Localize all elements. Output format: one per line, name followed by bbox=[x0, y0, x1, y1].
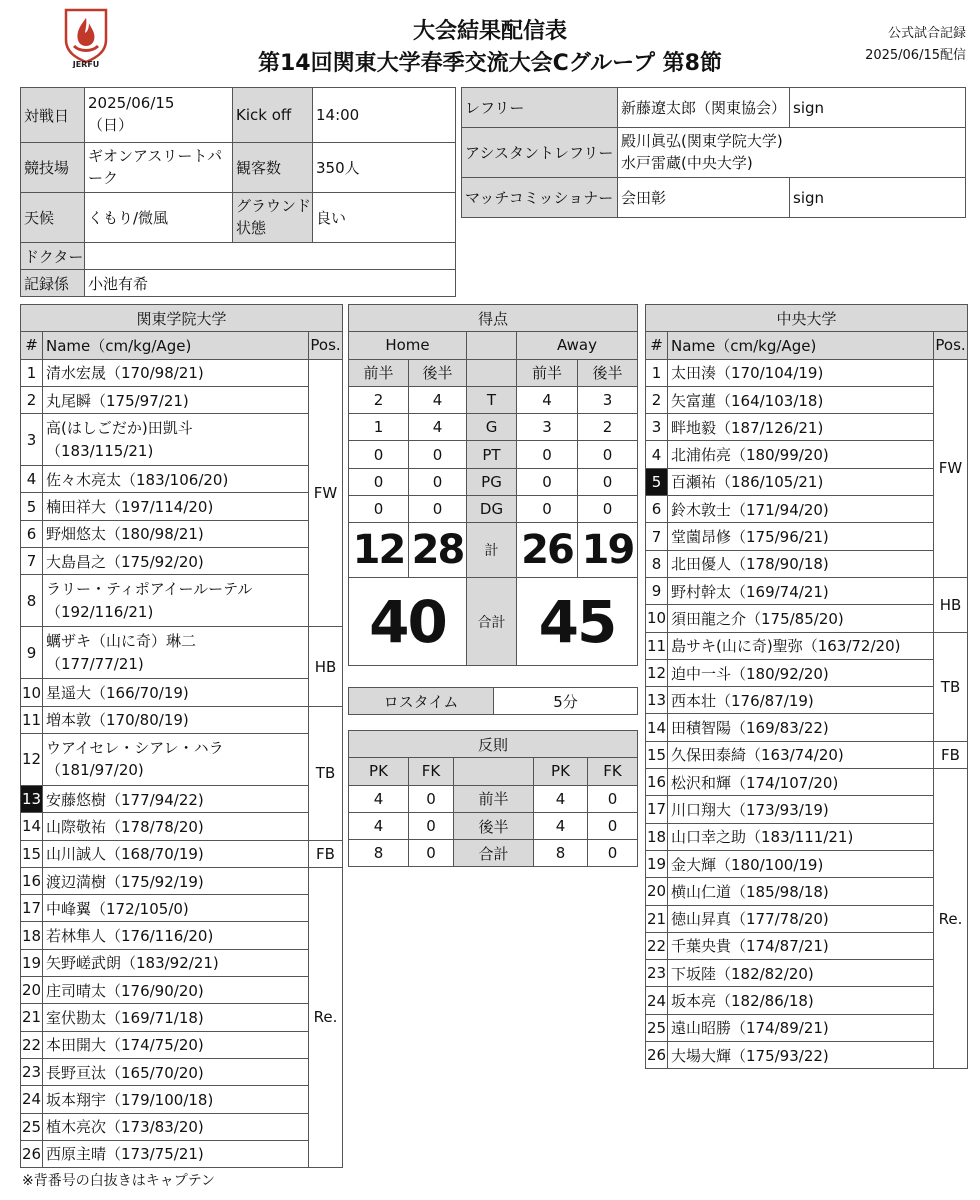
home-fk-value: 0 bbox=[409, 785, 454, 812]
player-row bbox=[646, 823, 968, 850]
away-second-half-value: 2 bbox=[578, 414, 638, 441]
position-fw: FW bbox=[309, 359, 343, 627]
home-first-half-value: 0 bbox=[349, 441, 409, 468]
player-row bbox=[646, 468, 968, 495]
player-name: 室伏勘太（169/71/18) bbox=[43, 1004, 309, 1031]
player-name: 増本敦（170/80/19) bbox=[43, 706, 309, 733]
home-pk-value: 8 bbox=[349, 840, 409, 867]
player-row bbox=[21, 1086, 343, 1113]
player-name: ラリー・ティポアイールーテル （192/116/21) bbox=[43, 575, 309, 627]
player-name: 大島昌之（175/92/20) bbox=[43, 548, 309, 575]
player-name: 野畑悠太（180/98/21) bbox=[43, 520, 309, 547]
player-number: 13 bbox=[21, 785, 43, 812]
num-header: # bbox=[646, 332, 668, 359]
commissioner-label: マッチコミッショナー bbox=[462, 178, 618, 218]
player-number: 22 bbox=[646, 932, 668, 959]
away-fk-label: FK bbox=[588, 758, 638, 785]
player-row bbox=[646, 577, 968, 604]
player-number: 21 bbox=[21, 1004, 43, 1031]
player-number: 1 bbox=[646, 359, 668, 386]
player-number: 5 bbox=[21, 493, 43, 520]
player-row bbox=[21, 785, 343, 812]
attendance-label: 観客数 bbox=[233, 143, 313, 193]
home-label: Home bbox=[349, 332, 467, 359]
away-roster-table bbox=[645, 304, 968, 1069]
home-second-half-value: 0 bbox=[409, 496, 467, 523]
penalty-row bbox=[349, 785, 638, 812]
player-number: 4 bbox=[646, 441, 668, 468]
score-title: 得点 bbox=[349, 305, 638, 332]
player-row bbox=[21, 867, 343, 894]
player-number: 10 bbox=[646, 605, 668, 632]
player-name: 山際敬祐（178/78/20) bbox=[43, 813, 309, 840]
player-row bbox=[21, 575, 343, 627]
player-row bbox=[21, 733, 343, 785]
home-second-half-label: 後半 bbox=[409, 359, 467, 386]
loss-time-value: 5分 bbox=[494, 688, 638, 715]
score-type-label: DG bbox=[467, 496, 517, 523]
player-row bbox=[21, 1113, 343, 1140]
player-row bbox=[21, 679, 343, 706]
away-first-half-label: 前半 bbox=[517, 359, 578, 386]
player-row bbox=[646, 796, 968, 823]
home-fk-label: FK bbox=[409, 758, 454, 785]
player-name: 矢野嵯武朗（183/92/21) bbox=[43, 949, 309, 976]
player-name: 坂本翔宇（179/100/18) bbox=[43, 1086, 309, 1113]
home-pk-value: 4 bbox=[349, 785, 409, 812]
player-number: 18 bbox=[21, 922, 43, 949]
player-row bbox=[21, 493, 343, 520]
home-second-half-value: 0 bbox=[409, 441, 467, 468]
captain-note: ※背番号の白抜きはキャプテン bbox=[22, 1173, 216, 1189]
player-number: 14 bbox=[21, 813, 43, 840]
player-row bbox=[646, 386, 968, 413]
pos-header: Pos. bbox=[309, 332, 343, 359]
player-row bbox=[646, 987, 968, 1014]
player-number: 1 bbox=[21, 359, 43, 386]
player-name: 百瀬祐（186/105/21) bbox=[668, 468, 934, 495]
player-number: 26 bbox=[21, 1140, 43, 1167]
player-row bbox=[646, 769, 968, 796]
player-number: 21 bbox=[646, 905, 668, 932]
player-number: 12 bbox=[21, 733, 43, 785]
player-row bbox=[21, 1031, 343, 1058]
ground-value: 良い bbox=[313, 193, 456, 243]
away-pk-value: 8 bbox=[534, 840, 588, 867]
penalty-row bbox=[349, 812, 638, 839]
player-name: 遠山昭勝（174/89/21) bbox=[668, 1014, 934, 1041]
player-row bbox=[21, 466, 343, 493]
player-number: 20 bbox=[21, 977, 43, 1004]
player-number: 8 bbox=[646, 550, 668, 577]
player-row bbox=[21, 922, 343, 949]
record-label: 公式試合記録 bbox=[887, 26, 966, 41]
player-number: 16 bbox=[21, 867, 43, 894]
assistant-referee-label: アシスタントレフリー bbox=[462, 128, 618, 178]
player-number: 6 bbox=[646, 496, 668, 523]
score-type-label: PT bbox=[467, 441, 517, 468]
referee-sign: sign bbox=[790, 88, 966, 128]
num-header: # bbox=[21, 332, 43, 359]
player-number: 19 bbox=[646, 850, 668, 877]
position-re: Re. bbox=[934, 769, 968, 1069]
away-fk-value: 0 bbox=[588, 785, 638, 812]
penalties-table bbox=[348, 730, 638, 867]
player-number: 25 bbox=[646, 1014, 668, 1041]
home-second-half-value: 4 bbox=[409, 414, 467, 441]
player-number: 3 bbox=[21, 414, 43, 466]
player-row bbox=[21, 1140, 343, 1167]
player-row bbox=[646, 687, 968, 714]
away-pk-value: 4 bbox=[534, 785, 588, 812]
player-row bbox=[21, 548, 343, 575]
player-name: 植木亮次（173/83/20) bbox=[43, 1113, 309, 1140]
player-name: 丸尾瞬（175/97/21) bbox=[43, 386, 309, 413]
score-row bbox=[349, 496, 638, 523]
player-number: 12 bbox=[646, 659, 668, 686]
player-name: 山口幸之助（183/111/21) bbox=[668, 823, 934, 850]
home-team-name: 関東学院大学 bbox=[21, 305, 343, 332]
player-name: 野村幹太（169/74/21) bbox=[668, 577, 934, 604]
player-name: 星遥大（166/70/19) bbox=[43, 679, 309, 706]
name-header: Name（cm/kg/Age) bbox=[668, 332, 934, 359]
away-second-half-score: 19 bbox=[578, 523, 638, 578]
home-first-half-value: 1 bbox=[349, 414, 409, 441]
away-second-half-value: 3 bbox=[578, 386, 638, 413]
player-row bbox=[646, 850, 968, 877]
doctor-value bbox=[85, 243, 456, 270]
player-row bbox=[21, 706, 343, 733]
home-second-half-value: 0 bbox=[409, 468, 467, 495]
svg-text:JERFU: JERFU bbox=[72, 60, 100, 68]
player-name: 西本壮（176/87/19) bbox=[668, 687, 934, 714]
player-name: 高(はしごだか)田凱斗 （183/115/21) bbox=[43, 414, 309, 466]
recorder-label: 記録係 bbox=[21, 270, 85, 297]
venue-value: ギオンアスリートパーク bbox=[85, 143, 233, 193]
player-row bbox=[21, 895, 343, 922]
player-name: 安藤悠樹（177/94/22) bbox=[43, 785, 309, 812]
score-type-label: G bbox=[467, 414, 517, 441]
score-table bbox=[348, 304, 638, 666]
player-number: 7 bbox=[646, 523, 668, 550]
player-number: 23 bbox=[646, 960, 668, 987]
player-row bbox=[646, 414, 968, 441]
player-number: 17 bbox=[21, 895, 43, 922]
player-name: 畔地毅（187/126/21) bbox=[668, 414, 934, 441]
assistant-referee-1: 殿川眞弘(関東学院大学) bbox=[621, 131, 783, 150]
player-name: 西原主晴（173/75/21) bbox=[43, 1140, 309, 1167]
player-row bbox=[646, 714, 968, 741]
player-number: 7 bbox=[21, 548, 43, 575]
player-row bbox=[21, 359, 343, 386]
player-number: 11 bbox=[646, 632, 668, 659]
home-first-half-value: 2 bbox=[349, 386, 409, 413]
player-name: 本田開大（174/75/20) bbox=[43, 1031, 309, 1058]
player-row bbox=[646, 741, 968, 768]
penalty-row bbox=[349, 840, 638, 867]
player-name: 長野亘汰（165/70/20) bbox=[43, 1058, 309, 1085]
player-name: 中峰翼（172/105/0) bbox=[43, 895, 309, 922]
away-first-half-value: 0 bbox=[517, 468, 578, 495]
home-first-half-value: 0 bbox=[349, 468, 409, 495]
player-number: 8 bbox=[21, 575, 43, 627]
player-name: 清水宏晟（170/98/21) bbox=[43, 359, 309, 386]
player-number: 4 bbox=[21, 466, 43, 493]
penalty-period-label: 後半 bbox=[454, 812, 534, 839]
penalty-period-label: 前半 bbox=[454, 785, 534, 812]
player-name: 若林隼人（176/116/20) bbox=[43, 922, 309, 949]
player-row bbox=[646, 960, 968, 987]
pos-header: Pos. bbox=[934, 332, 968, 359]
player-name: 徳山昇真（177/78/20) bbox=[668, 905, 934, 932]
player-name: 北田優人（178/90/18) bbox=[668, 550, 934, 577]
player-number: 17 bbox=[646, 796, 668, 823]
player-name: 山川誠人（168/70/19) bbox=[43, 840, 309, 867]
player-name: 楠田祥大（197/114/20) bbox=[43, 493, 309, 520]
penalty-period-label: 合計 bbox=[454, 840, 534, 867]
commissioner-sign: sign bbox=[790, 178, 966, 218]
player-number: 25 bbox=[21, 1113, 43, 1140]
home-first-half-score: 12 bbox=[349, 523, 409, 578]
player-number: 13 bbox=[646, 687, 668, 714]
position-fb: FB bbox=[309, 840, 343, 867]
away-second-half-value: 0 bbox=[578, 441, 638, 468]
player-name: 太田湊（170/104/19) bbox=[668, 359, 934, 386]
player-number: 15 bbox=[646, 741, 668, 768]
player-number: 20 bbox=[646, 878, 668, 905]
away-fk-value: 0 bbox=[588, 840, 638, 867]
player-row bbox=[21, 840, 343, 867]
player-row bbox=[21, 520, 343, 547]
player-number: 10 bbox=[21, 679, 43, 706]
player-row bbox=[646, 523, 968, 550]
score-row bbox=[349, 386, 638, 413]
home-first-half-value: 0 bbox=[349, 496, 409, 523]
player-row bbox=[646, 359, 968, 386]
player-name: 庄司晴太（176/90/20) bbox=[43, 977, 309, 1004]
away-label: Away bbox=[517, 332, 638, 359]
player-name: 迫中一斗（180/92/20) bbox=[668, 659, 934, 686]
player-number: 9 bbox=[646, 577, 668, 604]
away-first-half-score: 26 bbox=[517, 523, 578, 578]
player-row bbox=[646, 878, 968, 905]
away-fk-value: 0 bbox=[588, 812, 638, 839]
player-number: 18 bbox=[646, 823, 668, 850]
player-name: 蠣ザキ（山に奇）琳二 （177/77/21) bbox=[43, 627, 309, 679]
player-name: 鈴木敦士（171/94/20) bbox=[668, 496, 934, 523]
score-row bbox=[349, 441, 638, 468]
home-second-half-score: 28 bbox=[409, 523, 467, 578]
player-name: 田積智陽（169/83/22) bbox=[668, 714, 934, 741]
position-fb: FB bbox=[934, 741, 968, 768]
away-second-half-value: 0 bbox=[578, 468, 638, 495]
home-roster-table bbox=[20, 304, 343, 1168]
player-number: 11 bbox=[21, 706, 43, 733]
home-pk-value: 4 bbox=[349, 812, 409, 839]
home-second-half-value: 4 bbox=[409, 386, 467, 413]
player-number: 24 bbox=[646, 987, 668, 1014]
player-row bbox=[21, 949, 343, 976]
player-number: 2 bbox=[646, 386, 668, 413]
loss-time-table bbox=[348, 687, 638, 715]
player-row bbox=[21, 627, 343, 679]
player-name: 千葉央貴（174/87/21) bbox=[668, 932, 934, 959]
player-name: 大場大輝（175/93/22) bbox=[668, 1042, 934, 1069]
loss-time-label: ロスタイム bbox=[349, 688, 494, 715]
player-row bbox=[21, 414, 343, 466]
subtotal-label: 計 bbox=[467, 523, 517, 578]
player-name: 川口翔大（173/93/19) bbox=[668, 796, 934, 823]
player-number: 9 bbox=[21, 627, 43, 679]
player-number: 3 bbox=[646, 414, 668, 441]
player-name: 坂本亮（182/86/18) bbox=[668, 987, 934, 1014]
player-number: 15 bbox=[21, 840, 43, 867]
referee-value: 新藤遼太郎（関東協会） bbox=[618, 88, 790, 128]
date-value: 2025/06/15 （日） bbox=[85, 88, 233, 143]
assistant-referee-2: 水戸雷蔵(中央大学) bbox=[621, 153, 753, 172]
player-row bbox=[21, 1004, 343, 1031]
position-hb: HB bbox=[309, 627, 343, 706]
attendance-value: 350人 bbox=[313, 143, 456, 193]
away-pk-label: PK bbox=[534, 758, 588, 785]
home-fk-value: 0 bbox=[409, 812, 454, 839]
score-type-label: T bbox=[467, 386, 517, 413]
weather-value: くもり/微風 bbox=[85, 193, 233, 243]
referee-label: レフリー bbox=[462, 88, 618, 128]
home-fk-value: 0 bbox=[409, 840, 454, 867]
score-type-label: PG bbox=[467, 468, 517, 495]
home-pk-label: PK bbox=[349, 758, 409, 785]
player-row bbox=[646, 496, 968, 523]
away-second-half-label: 後半 bbox=[578, 359, 638, 386]
player-name: 須田龍之介（175/85/20) bbox=[668, 605, 934, 632]
ground-label: グラウンド状態 bbox=[233, 193, 313, 243]
position-tb: TB bbox=[309, 706, 343, 840]
away-pk-value: 4 bbox=[534, 812, 588, 839]
player-name: 矢富蓮（164/103/18) bbox=[668, 386, 934, 413]
player-name: ウアイセレ・シアレ・ハラ （181/97/20) bbox=[43, 733, 309, 785]
tournament-title: 第14回関東大学春季交流大会Cグループ 第8節 bbox=[258, 51, 722, 76]
away-second-half-value: 0 bbox=[578, 496, 638, 523]
player-number: 2 bbox=[21, 386, 43, 413]
player-name: 島サキ(山に奇)聖弥（163/72/20) bbox=[668, 632, 934, 659]
player-name: 下坂陸（182/82/20) bbox=[668, 960, 934, 987]
player-row bbox=[646, 1014, 968, 1041]
player-row bbox=[21, 813, 343, 840]
player-row bbox=[21, 1058, 343, 1085]
player-row bbox=[646, 632, 968, 659]
player-number: 6 bbox=[21, 520, 43, 547]
position-re: Re. bbox=[309, 867, 343, 1167]
away-first-half-value: 4 bbox=[517, 386, 578, 413]
venue-label: 競技場 bbox=[21, 143, 85, 193]
weather-label: 天候 bbox=[21, 193, 85, 243]
score-row bbox=[349, 414, 638, 441]
player-name: 北浦佑亮（180/99/20) bbox=[668, 441, 934, 468]
away-first-half-value: 0 bbox=[517, 441, 578, 468]
player-number: 26 bbox=[646, 1042, 668, 1069]
score-row bbox=[349, 468, 638, 495]
recorder-value: 小池有希 bbox=[85, 270, 456, 297]
player-number: 16 bbox=[646, 769, 668, 796]
player-row bbox=[646, 905, 968, 932]
position-fw: FW bbox=[934, 359, 968, 577]
player-row bbox=[646, 932, 968, 959]
player-name: 渡辺満樹（175/92/19) bbox=[43, 867, 309, 894]
penalties-title: 反則 bbox=[349, 731, 638, 758]
player-row bbox=[646, 605, 968, 632]
away-team-name: 中央大学 bbox=[646, 305, 968, 332]
player-name: 佐々木亮太（183/106/20) bbox=[43, 466, 309, 493]
player-name: 金大輝（180/100/19) bbox=[668, 850, 934, 877]
position-hb: HB bbox=[934, 577, 968, 632]
name-header: Name（cm/kg/Age) bbox=[43, 332, 309, 359]
player-number: 24 bbox=[21, 1086, 43, 1113]
player-number: 14 bbox=[646, 714, 668, 741]
home-total-score: 40 bbox=[349, 578, 467, 666]
player-number: 19 bbox=[21, 949, 43, 976]
player-name: 堂薗昂修（175/96/21) bbox=[668, 523, 934, 550]
officials-table bbox=[461, 87, 966, 218]
player-row bbox=[646, 441, 968, 468]
player-name: 横山仁道（185/98/18) bbox=[668, 878, 934, 905]
date-label: 対戦日 bbox=[21, 88, 85, 143]
record-date: 2025/06/15配信 bbox=[865, 48, 966, 63]
player-row bbox=[646, 550, 968, 577]
page-title: 大会結果配信表 bbox=[412, 19, 567, 44]
away-first-half-value: 3 bbox=[517, 414, 578, 441]
player-row bbox=[646, 659, 968, 686]
position-tb: TB bbox=[934, 632, 968, 741]
home-first-half-label: 前半 bbox=[349, 359, 409, 386]
player-number: 23 bbox=[21, 1058, 43, 1085]
kickoff-label: Kick off bbox=[233, 88, 313, 143]
match-info-table bbox=[20, 87, 456, 297]
doctor-label: ドクター bbox=[21, 243, 85, 270]
player-name: 久保田泰綺（163/74/20) bbox=[668, 741, 934, 768]
player-row bbox=[646, 1042, 968, 1069]
total-label: 合計 bbox=[467, 578, 517, 666]
commissioner-value: 会田彰 bbox=[618, 178, 790, 218]
player-row bbox=[21, 386, 343, 413]
player-name: 松沢和輝（174/107/20) bbox=[668, 769, 934, 796]
away-first-half-value: 0 bbox=[517, 496, 578, 523]
away-total-score: 45 bbox=[517, 578, 638, 666]
player-number: 22 bbox=[21, 1031, 43, 1058]
player-row bbox=[21, 977, 343, 1004]
player-number: 5 bbox=[646, 468, 668, 495]
kickoff-value: 14:00 bbox=[313, 88, 456, 143]
